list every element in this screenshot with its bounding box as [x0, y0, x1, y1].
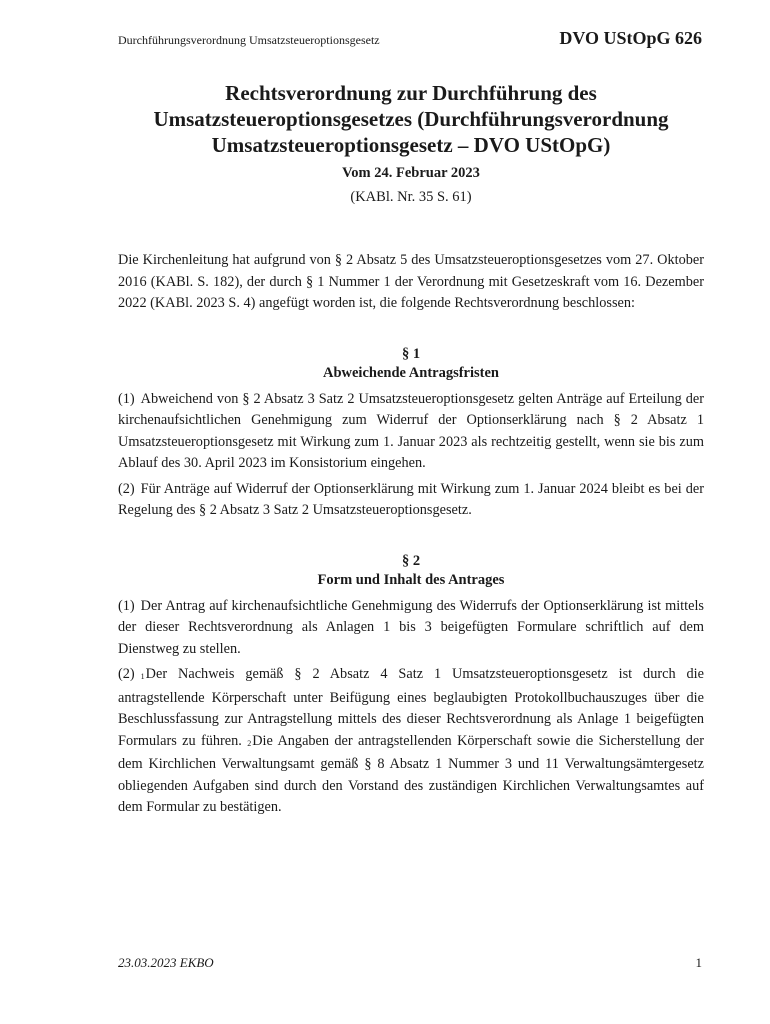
section-number: § 1: [401, 345, 421, 362]
paragraph-text: Abweichend von § 2 Absatz 3 Satz 2 Umsatzsteueroptionsgesetz gelten Anträge auf Erteilung der kirchenaufsichtlichen Genehmigung zum Widerruf der Optionserklärung nach § 2 Absatz 1 Umsatzsteueroptionsgesetz mit Wirkung zum 1. Januar 2023 als rechtzeitig gestellt, wenn sie bis zum Ablauf des 30. April 2023 im Konsistorium eingehen.: [118, 390, 704, 471]
paragraph-text: Der Antrag auf kirchenaufsichtliche Genehmigung des Widerrufs der Optionserklärung ist mittels der dieser Rechtsverordnung als Anlagen 1 bis 3 beigefügten Formulare schriftlich auf dem Dienstweg zu stellen.: [118, 597, 704, 657]
sentence-marker: 1: [140, 672, 145, 681]
running-header: [118, 28, 702, 49]
sentence-text: Der Nachweis gemäß § 2 Absatz 4 Satz 1 Umsatzsteueroptionsgesetz ist durch die antragstellende Körperschaft unter Beifügung eines beglaubigten Protokollbuchauszuges über die Beschlussfassung zur Antragstellung mittels des dieser Rechtsverordnung als Anlage 1 beigefügten Formulars zu führen.: [118, 666, 704, 749]
section-2: [118, 552, 704, 819]
paragraph-2: [118, 479, 704, 522]
document-date: Vom 24. Februar 2023: [342, 165, 480, 181]
title-line-2: Umsatzsteueroptionsgesetzes (Durchführungsverordnung: [153, 107, 669, 131]
paragraph-number: (1): [118, 597, 135, 614]
section-title: Form und Inhalt des Antrages: [317, 571, 505, 588]
document-source: (KABl. Nr. 35 S. 61): [350, 189, 472, 205]
paragraph-1: [118, 596, 704, 661]
title-line-1: Rechtsverordnung zur Durchführung des: [225, 81, 597, 105]
title-line-3: Umsatzsteueroptionsgesetz – DVO UStOpG): [211, 133, 611, 157]
paragraph-2: [118, 664, 704, 819]
document-body: [118, 80, 704, 819]
sentence-text: Die Angaben der antragstellenden Körperschaft sowie die Sicherstellung der dem Kirchlichen Verwaltungsamt gemäß § 8 Absatz 1 Nummer 3 und 11 Verwaltungsämtergesetz obliegenden Aufgaben sind durch den Vorstand des zuständigen Kirchlichen Verwaltungsamtes auf dem Formular zu bestätigen.: [118, 732, 704, 815]
paragraph-number: (2): [118, 666, 135, 682]
section-1: [118, 345, 704, 522]
page-number: 1: [695, 955, 702, 970]
header-law-code: DVO UStOpG 626: [559, 28, 702, 48]
footer-date-source: 23.03.2023 EKBO: [118, 955, 214, 970]
paragraph-1: [118, 389, 704, 475]
paragraph-text: Für Anträge auf Widerruf der Optionserklärung mit Wirkung zum 1. Januar 2024 bleibt es bei der Regelung des § 2 Absatz 3 Satz 2 Umsatzsteueroptionsgesetz.: [118, 480, 704, 518]
title-block: [118, 80, 704, 206]
section-title: Abweichende Antragsfristen: [322, 364, 499, 381]
paragraph-number: (1): [118, 390, 135, 407]
sentence-marker: 2: [247, 738, 252, 748]
section-number: § 2: [401, 552, 421, 569]
preamble: Die Kirchenleitung hat aufgrund von § 2 Absatz 5 des Umsatzsteueroptionsgesetzes vom 27. Oktober 2016 (KABl. S. 182), der durch § 1 Nummer 1 der Verordnung mit Gesetzeskraft vom 16. Dezember 2022 (KABl. 2023 S. 4) angefügt worden ist, die folgende Rechtsverordnung beschlossen:: [118, 252, 704, 311]
paragraph-number: (2): [118, 480, 135, 497]
running-footer: [118, 955, 702, 971]
document-title: [118, 80, 704, 158]
header-law-name: Durchführungsverordnung Umsatzsteueroptionsgesetz: [118, 33, 380, 47]
